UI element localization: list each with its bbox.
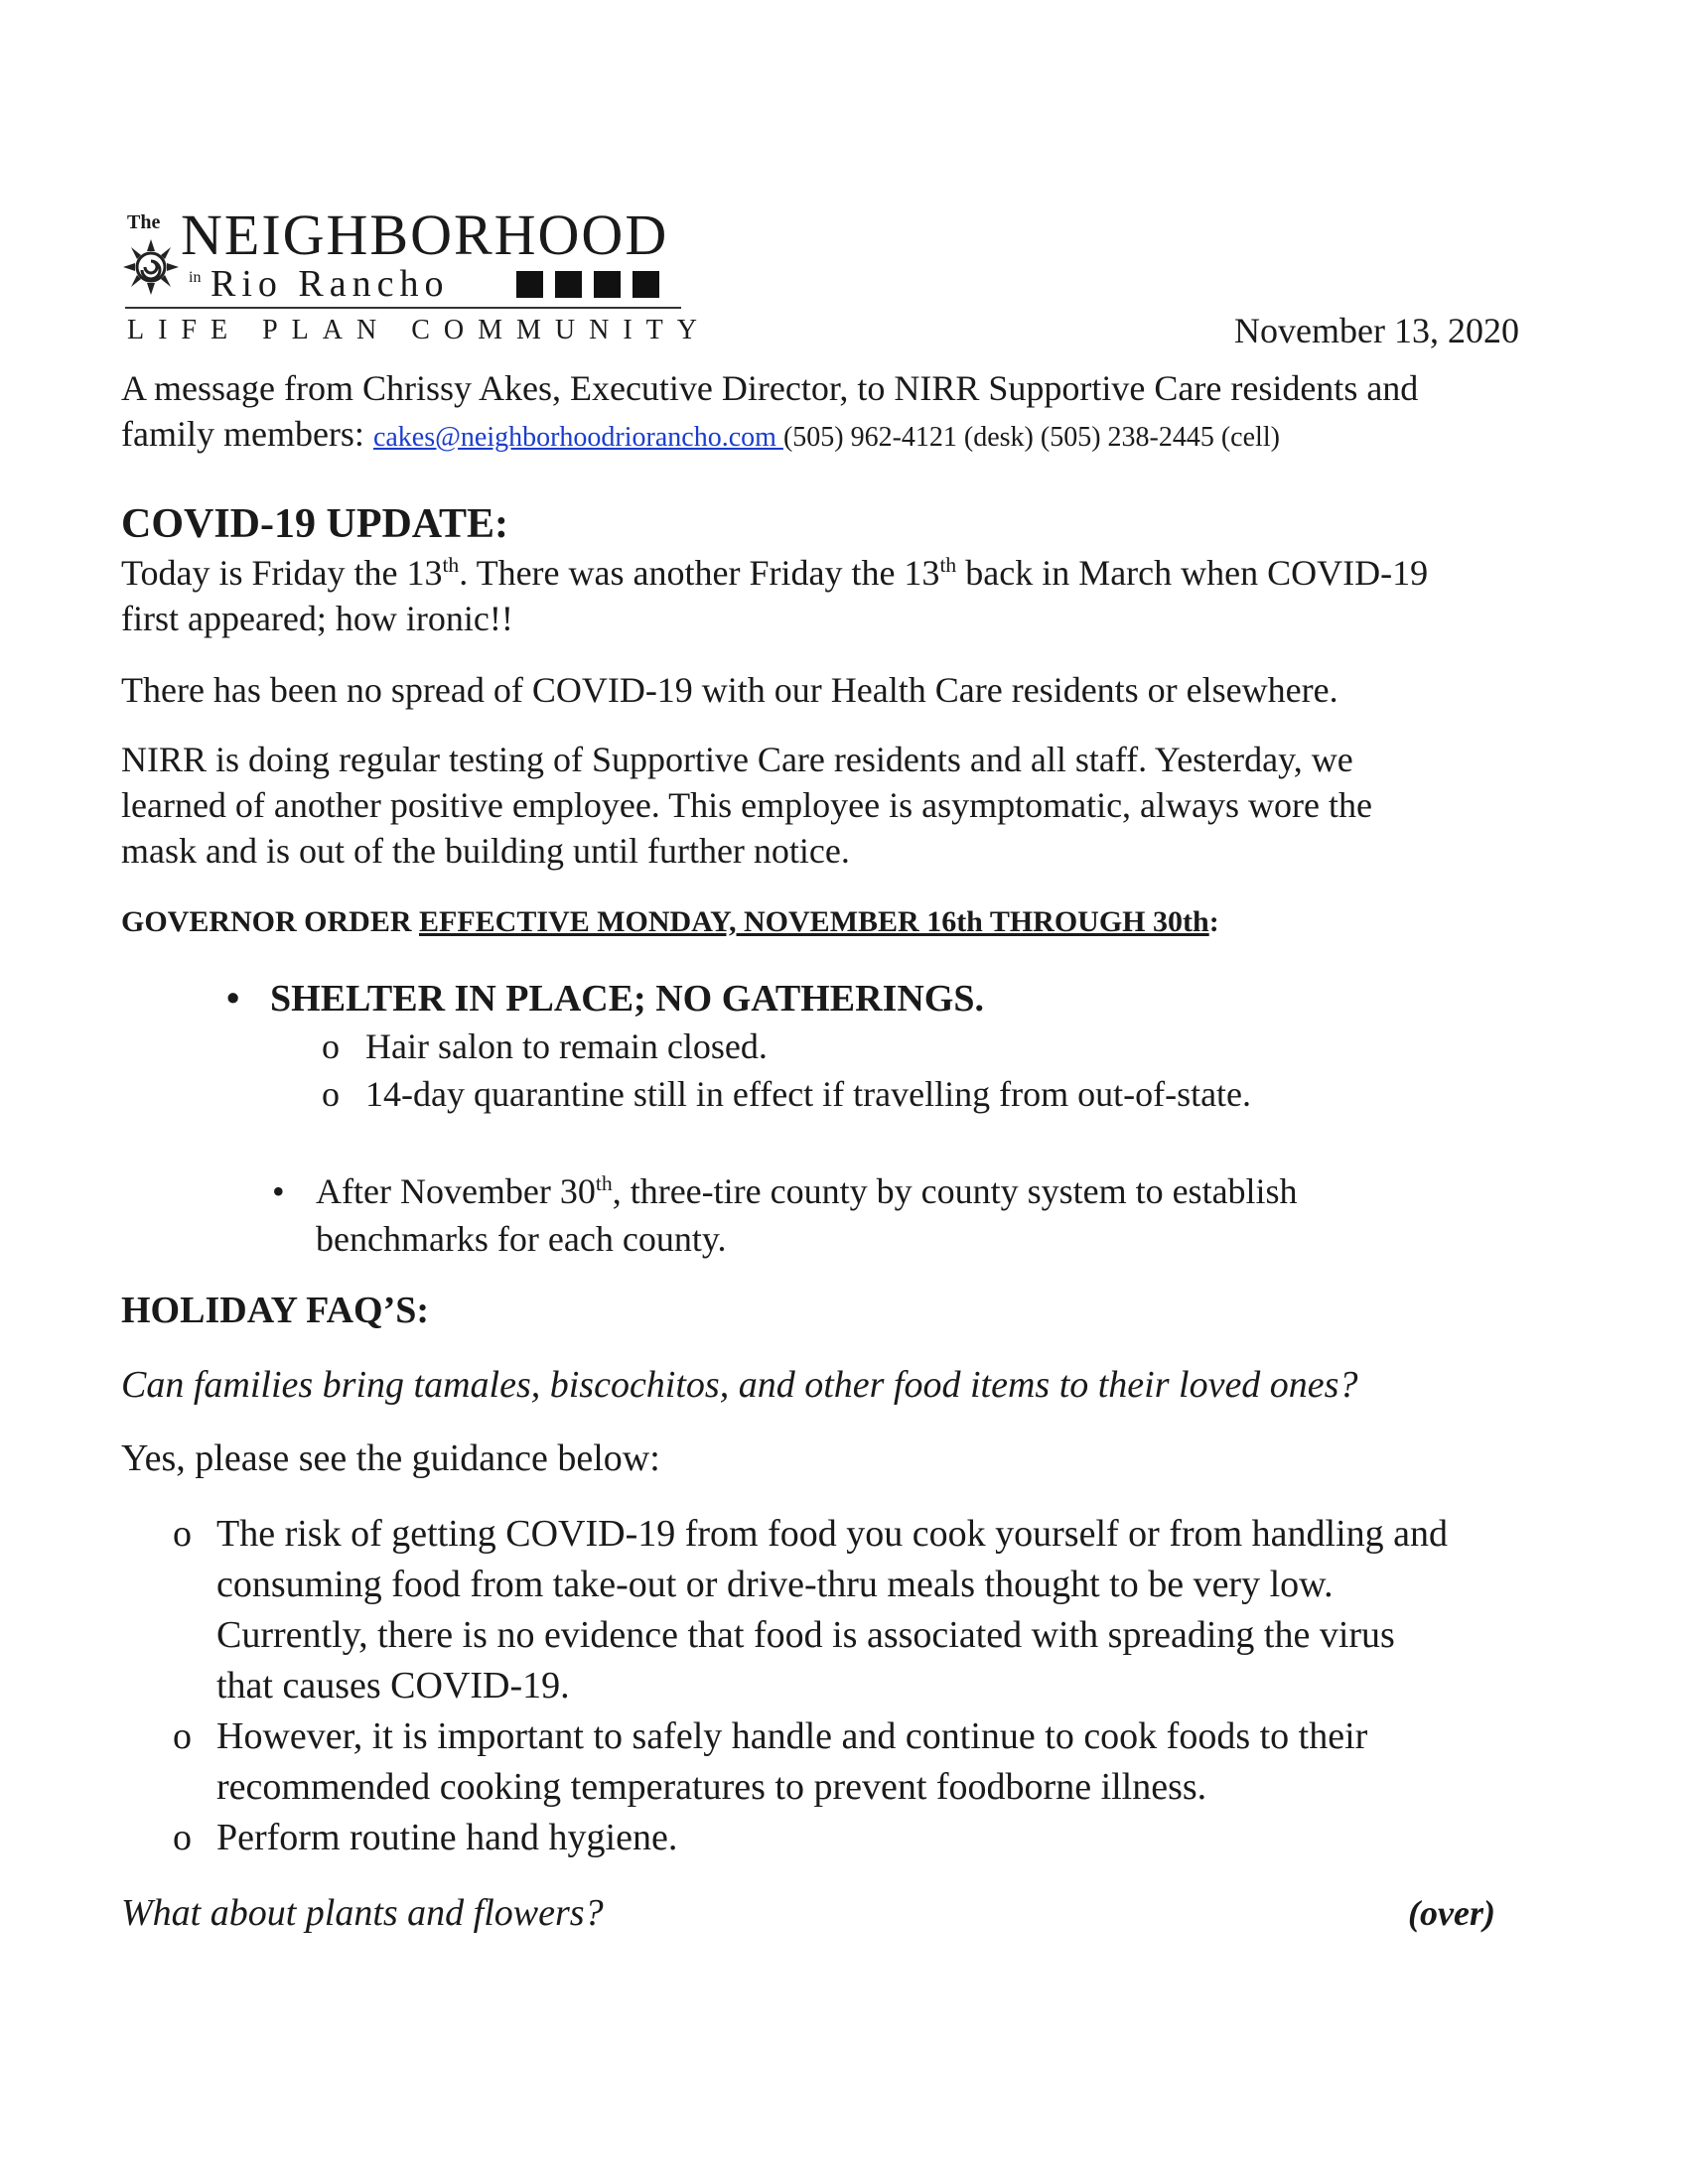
item-1-line-2: consuming food from take-out or drive-thru meals thought to be very low. [216, 1564, 1334, 1605]
covid-p1-line2: first appeared; how ironic!! [121, 599, 513, 638]
item-1-line-1: The risk of getting COVID-19 from food you cook yourself or from handling and [216, 1513, 1449, 1555]
covid-paragraph-3 [121, 737, 1551, 874]
intro-lead: family members: [121, 414, 373, 454]
intro-paragraph [121, 365, 1551, 461]
p1-text-b: . There was another Friday the 13 [459, 553, 940, 593]
holiday-answer-1: Yes, please see the guidance below: [121, 1437, 660, 1479]
governor-heading [121, 905, 1219, 939]
governor-lead: GOVERNOR ORDER [121, 905, 420, 938]
sub-bullet-marker: o [173, 1817, 192, 1858]
intro-line-2 [121, 411, 1551, 461]
bullet-2-sup: th [595, 1171, 613, 1195]
item-1-line-4: that causes COVID-19. [216, 1665, 570, 1706]
covid-p1-line1 [121, 550, 1551, 596]
p1-text-a: Today is Friday the 13 [121, 553, 443, 593]
sub-2-text: 14-day quarantine still in effect if travelling from out-of-state. [365, 1074, 1252, 1114]
sub-bullet-marker: o [173, 1715, 192, 1757]
bullet-2-text [316, 1167, 1298, 1215]
covid-paragraph-1 [121, 550, 1551, 641]
sub-bullet-marker: o [173, 1513, 192, 1555]
p1-sup-2: th [939, 553, 957, 577]
holiday-question-1: Can families bring tamales, biscochitos, and other food items to their loved ones? [121, 1364, 1358, 1406]
intro-line-1: A message from Chrissy Akes, Executive Director, to NIRR Supportive Care residents and [121, 368, 1419, 408]
p3-line-2: learned of another positive employee. This employee is asymptomatic, always wore the [121, 785, 1372, 825]
item-1-line-3: Currently, there is no evidence that food is associated with spreading the virus [216, 1614, 1395, 1656]
bullet-2-line-2: benchmarks for each county. [316, 1219, 727, 1259]
email-link[interactable]: cakes@neighborhoodriorancho.com [372, 422, 783, 453]
logo-rule [125, 307, 681, 309]
bullet-1-text: SHELTER IN PLACE; NO GATHERINGS. [270, 978, 984, 1020]
over-note: (over) [1408, 1893, 1495, 1933]
p1-sup-1: th [442, 553, 460, 577]
p3-line-3: mask and is out of the building until further notice. [121, 831, 850, 871]
sub-1-text: Hair salon to remain closed. [365, 1026, 768, 1066]
governor-bullet-1 [226, 975, 1561, 1118]
sub-bullet-marker: o [322, 1074, 340, 1114]
p1-text-c: back in March when COVID-19 [956, 553, 1429, 593]
logo-tagline: LIFE PLAN COMMUNITY [127, 315, 711, 345]
holiday-item [173, 1711, 1587, 1813]
item-2-line-1: However, it is important to safely handle and continue to cook foods to their [216, 1715, 1368, 1757]
sub-bullet-marker: o [322, 1026, 340, 1066]
governor-colon: : [1208, 905, 1219, 938]
p3-line-1: NIRR is doing regular testing of Supportive Care residents and all staff. Yesterday, we [121, 740, 1353, 779]
organization-logo [121, 203, 711, 352]
logo-neighborhood: NEIGHBORHOOD [181, 203, 669, 267]
holiday-item [173, 1813, 1587, 1863]
holiday-heading: HOLIDAY FAQ’S: [121, 1290, 430, 1331]
item-3-line-1: Perform routine hand hygiene. [216, 1817, 678, 1858]
logo-the: The [127, 211, 161, 233]
bullet-marker: • [226, 978, 240, 1020]
phone-numbers: (505) 962-4121 (desk) (505) 238-2445 (cell) [782, 422, 1280, 453]
logo-squares [516, 271, 659, 298]
holiday-list [173, 1509, 1587, 1863]
letter-date: November 13, 2020 [1234, 311, 1519, 350]
holiday-question-2: What about plants and flowers? [121, 1892, 604, 1934]
holiday-item [173, 1509, 1587, 1711]
bullet-2-a: After November 30 [316, 1171, 596, 1211]
sun-spiral-icon [121, 231, 181, 301]
item-2-line-2: recommended cooking temperatures to prevent foodborne illness. [216, 1766, 1207, 1808]
governor-underlined: EFFECTIVE MONDAY, NOVEMBER 16th THROUGH 30th [419, 905, 1209, 938]
covid-heading: COVID-19 UPDATE: [121, 501, 509, 547]
governor-bullet-2 [272, 1167, 1557, 1263]
bullet-2-b: , three-tire county by county system to establish [612, 1171, 1298, 1211]
logo-in: in [189, 269, 202, 286]
bullet-marker: • [272, 1171, 285, 1211]
logo-rio-rancho: Rio Rancho [211, 263, 450, 305]
covid-paragraph-2: There has been no spread of COVID-19 with our Health Care residents or elsewhere. [121, 670, 1338, 710]
